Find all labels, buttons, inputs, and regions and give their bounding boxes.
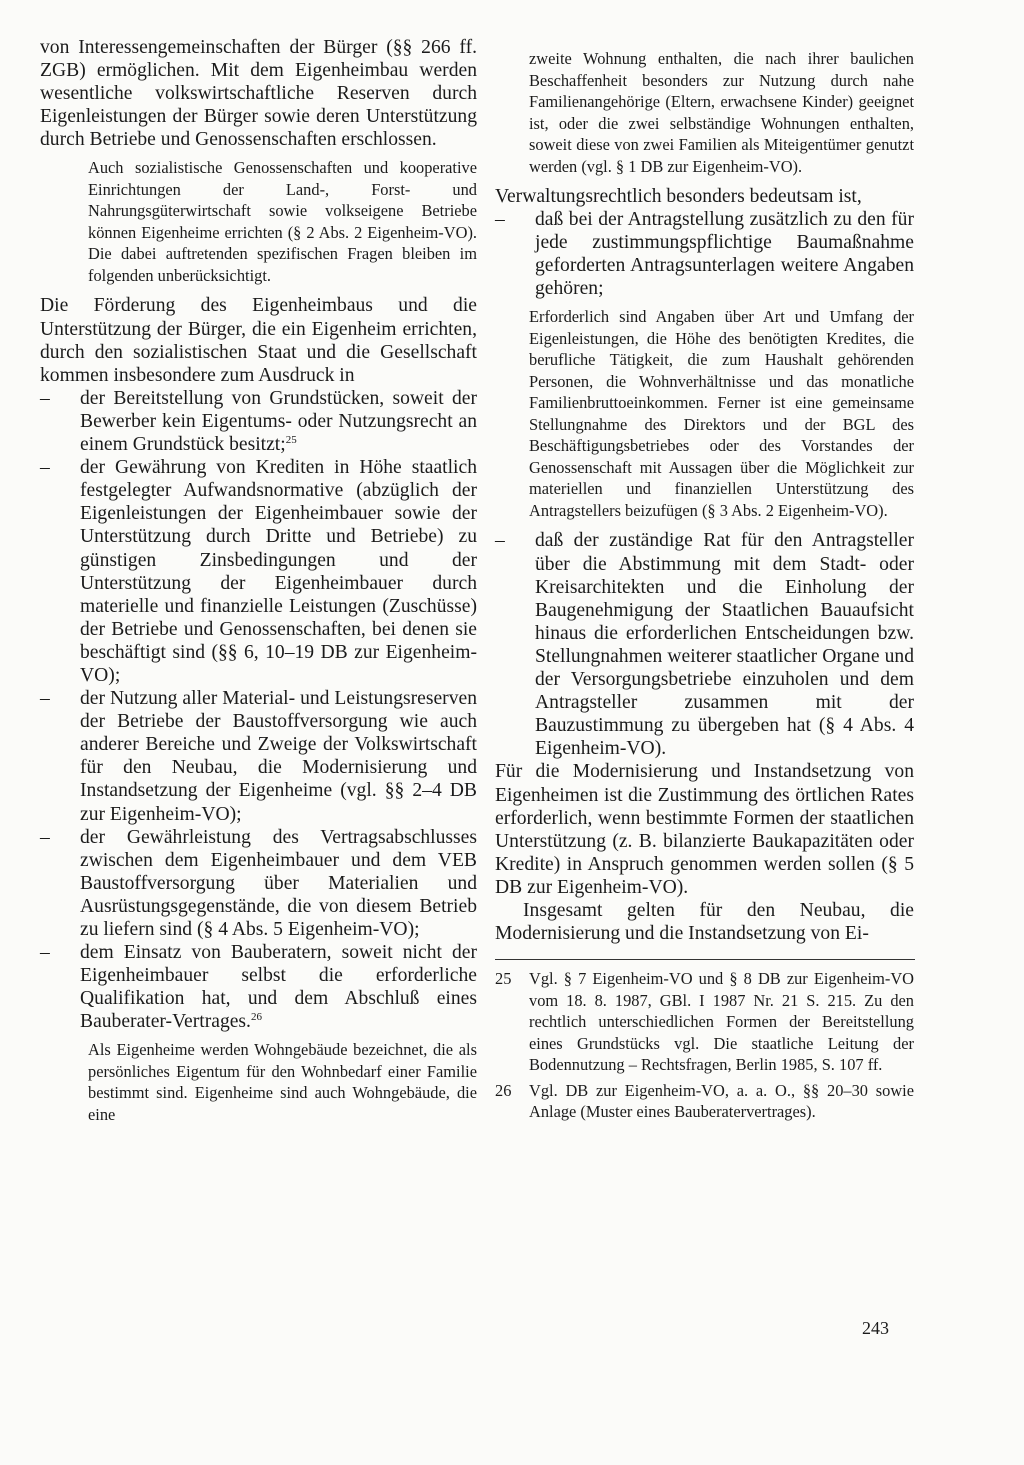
- administrative-list-2: [495, 529, 914, 760]
- list-item: – daß bei der Antragstellung zusätzlich zu den für jede zustimmungspflichtige Baumaßnahme geforderten Antragsunterlagen weitere Angaben gehören;: [495, 209, 914, 300]
- note-definition-continued: zweite Wohnung enthalten, die nach ihrer baulichen Beschaffenheit besonders zur Nutzung durch nahe Familienangehörige (Eltern, erwachsene Kinder) geeignet ist, oder die zwei selbständige Wohnungen enthalten, soweit diese von zwei Familien als Miteigentümer genutzt werden (vgl. § 1 DB zur Eigenheim-VO).: [529, 49, 914, 176]
- dash-marker: –: [40, 826, 50, 848]
- list-item: – der Bereitstellung von Grundstücken, soweit der Bewerber kein Eigentums- oder Nutzungsrecht an einem Grundstück besitzt;$^{25}$: [40, 387, 477, 456]
- footnote-number: 26: [495, 1080, 512, 1100]
- paragraph-promotion: Die Förderung des Eigenheimbaus und die Unterstützung der Bürger, die ein Eigenheim errichten, durch den sozialistischen Staat und die Gesellschaft kommen insbesondere zum Ausdruck in: [40, 295, 477, 386]
- footnote-25: [495, 968, 914, 1076]
- dash-marker: –: [40, 942, 50, 964]
- list-item: – dem Einsatz von Bauberatern, soweit nicht der Eigenheimbauer selbst die erforderliche Qualifikation hat, und dem Abschluß eines Bauberater-Vertrages.$^{26}$: [40, 942, 477, 1033]
- footnote-ref-26: 26: [250, 1011, 262, 1024]
- footnote-ref-25: 25: [285, 434, 297, 447]
- page-number: 243: [862, 1318, 889, 1338]
- paragraph-intro: von Interessengemeinschaften der Bürger (§§ 266 ff. ZGB) ermöglichen. Mit dem Eigenheimbau werden wesentliche volkswirtschaftliche Reserven durch Eigenleistungen der Bürger sowie deren Unterstützung durch Betriebe und Genossenschaften erschlossen.: [40, 37, 477, 151]
- promotion-list: [40, 387, 477, 1034]
- note-required-details: Erforderlich sind Angaben über Art und Umfang der Eigenleistungen, die Höhe des benötigten Kredites, die berufliche Tätigkeit, die zum Haushalt gehörenden Personen, die Wohnverhältnisse und das monatliche Familienbruttoeinkommen. Ferner ist eine gemeinsame Stellungnahme des Direktors und der BGL des Beschäftigungsbetriebes oder des Vorstandes der Genossenschaft mit Aussagen über die Möglichkeit zur materiellen und finanziellen Unterstützung des Antragstellers beizufügen (§ 3 Abs. 2 Eigenheim-VO).: [529, 307, 914, 520]
- left-column: [40, 36, 477, 1133]
- list-item: – der Gewährung von Krediten in Höhe staatlich festgelegter Aufwandsnormative (abzüglich der Eigenleistungen der Eigenheimbauer sowie der Unterstützung durch Dritte und Betriebe) zu günstigen Zinsbedingungen und der Unterstützung der Eigenheimbauer durch materielle und finanzielle Leistungen (Zuschüsse) der Betriebe und Genossenschaften, bei denen sie beschäftigt sind (§§ 6, 10–19 DB zur Eigenheim-VO);: [40, 457, 477, 686]
- paragraph-modernisation: Für die Modernisierung und Instandsetzung von Eigenheimen ist die Zustimmung des örtlichen Rates erforderlich, wenn bestimmte Formen der staatlichen Unterstützung (z. B. bilanzierte Baukapazitäten oder Kredite) in Anspruch genommen werden sollen (§ 5 DB zur Eigenheim-VO).: [495, 761, 914, 898]
- paragraph-administrative: Verwaltungsrechtlich besonders bedeutsam ist,: [495, 186, 862, 207]
- list-item: – der Gewährleistung des Vertragsabschlusses zwischen dem Eigenheimbauer und dem VEB Baustoffversorgung über Materialien und Ausrüstungsgegenstände, die von diesem Betrieb zu liefern sind (§ 4 Abs. 5 Eigenheim-VO);: [40, 826, 477, 940]
- note-definition: Als Eigenheime werden Wohngebäude bezeichnet, die als persönliches Eigentum für den Wohnbedarf einer Familie bestimmt sind. Eigenheime sind auch Wohngebäude, die eine: [88, 1040, 477, 1124]
- administrative-list: [495, 208, 914, 300]
- dash-marker: –: [40, 457, 50, 479]
- list-item: – der Nutzung aller Material- und Leistungsreserven der Betriebe der Baustoffversorgung wie auch anderer Bereiche und Zweige der Volkswirtschaft für den Neubau, die Modernisierung und Instandsetzung der Eigenheime (vgl. §§ 2–4 DB zur Eigenheim-VO);: [40, 688, 477, 825]
- paragraph-overall: Insgesamt gelten für den Neubau, die Modernisierung und die Instandsetzung von Ei-: [495, 899, 914, 945]
- footnote-separator: [495, 959, 915, 960]
- note-cooperatives: Auch sozialistische Genossenschaften und kooperative Einrichtungen der Land-, Forst- und Nahrungsgüterwirtschaft sowie volkseigene Betriebe können Eigenheime errichten (§ 2 Abs. 2 Eigenheim-VO). Die dabei auftretenden spezifischen Fragen bleiben im folgenden unberücksichtigt.: [88, 158, 477, 285]
- footnote-26: [495, 1080, 914, 1123]
- dash-marker: –: [40, 688, 50, 710]
- footnote-text: Vgl. § 7 Eigenheim-VO und § 8 DB zur Eigenheim-VO vom 18. 8. 1987, GBl. I 1987 Nr. 21 S. 215. Zu den rechtlich unterschiedlichen Formen der Bereitstellung eines Grundstücks vgl. Die staatliche Leitung der Bodennutzung – Rechtsfragen, Berlin 1985, S. 107 ff.: [529, 969, 914, 1075]
- dash-marker: –: [495, 530, 505, 552]
- footnote-number: 25: [495, 969, 512, 989]
- right-column: [495, 42, 914, 1127]
- dash-marker: –: [495, 209, 505, 231]
- list-item: – daß der zuständige Rat für den Antragsteller über die Abstimmung mit dem Stadt- oder Kreisarchitekten und die Einholung der Baugenehmigung der Staatlichen Bauaufsicht hinaus die erforderlichen Entscheidungen bzw. Stellungnahmen weiterer staatlicher Organe und der Versorgungsbetriebe einzuholen und dem Antragsteller zusammen mit der Bauzustimmung zu übergeben hat (§ 4 Abs. 4 Eigenheim-VO).: [495, 530, 914, 760]
- dash-marker: –: [40, 387, 50, 409]
- footnote-text: Vgl. DB zur Eigenheim-VO, a. a. O., §§ 20–30 sowie Anlage (Muster eines Bauberatervertrages).: [529, 1080, 914, 1122]
